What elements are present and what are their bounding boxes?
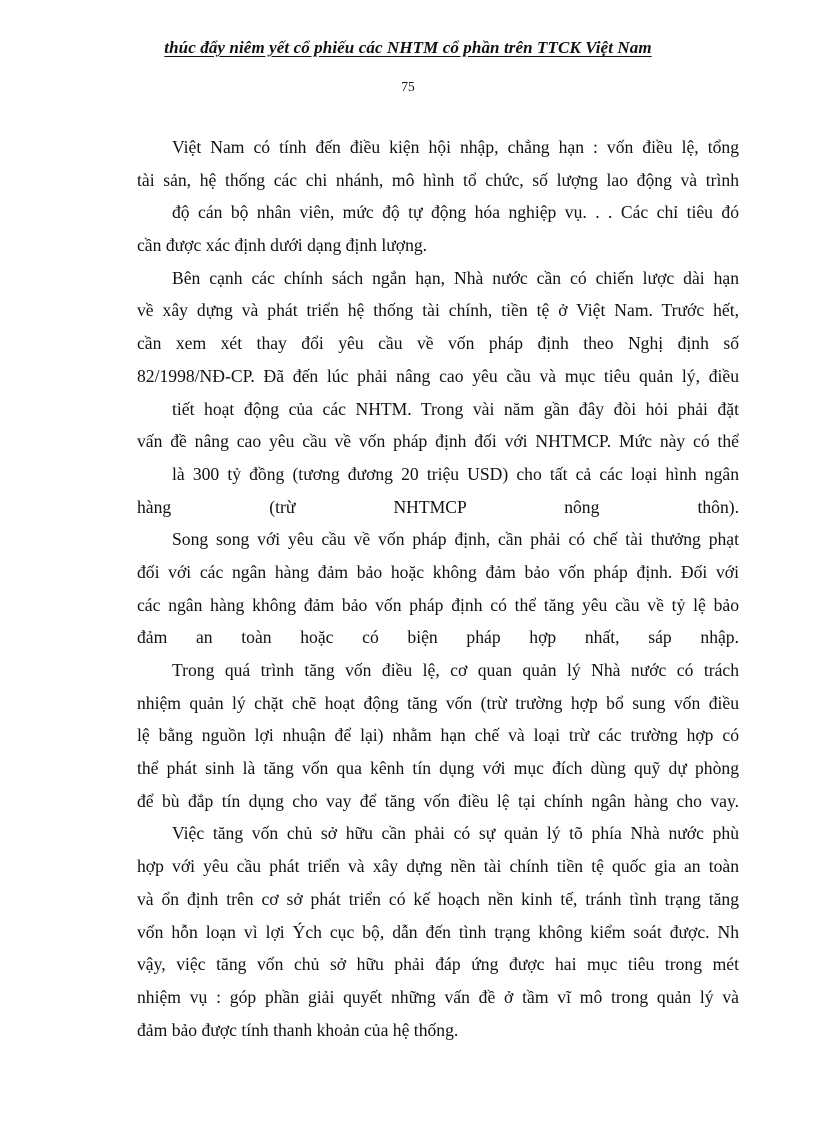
- text-line: Bên cạnh các chính sách ngắn hạn, Nhà nước cần có chiến lược dài hạn: [172, 267, 739, 288]
- text-line: hợp với yêu cầu phát triển và xây dựng nền tài chính tiền tệ quốc gia an toàn: [137, 856, 739, 877]
- text-line: đối với các ngân hàng đảm bảo hoặc không đảm bảo vốn pháp định. Đối với: [137, 561, 739, 582]
- document-body: [137, 131, 739, 1046]
- text-line: tài sản, hệ thống các chi nhánh, mô hình tổ chức, số lượng lao động và trình: [137, 169, 739, 190]
- text-line: lệ bằng nguồn lợi nhuận để lại) nhằm hạn chế và loại trừ các trường hợp có: [137, 725, 739, 746]
- text-line: các ngân hàng không đảm bảo vốn pháp định có thể tăng yêu cầu về tỷ lệ bảo: [137, 594, 739, 615]
- text-line: vậy, việc tăng vốn chủ sở hữu phải đáp ứng được hai mục tiêu trong mét: [137, 954, 739, 975]
- text-line: để bù đắp tín dụng cho vay để tăng vốn điều lệ tại chính ngân hàng cho vay.: [137, 790, 739, 811]
- header-title: thúc đẩy niêm yết cổ phiếu các NHTM cổ phần trên TTCK Việt Nam: [164, 38, 652, 57]
- text-line: đảm bảo được tính thanh khoản của hệ thống.: [137, 1019, 459, 1040]
- page-number: 75: [401, 79, 415, 94]
- text-line: đảm an toàn hoặc có biện pháp hợp nhất, sáp nhập.: [137, 627, 739, 648]
- text-line: và ổn định trên cơ sở phát triển có kế hoạch nền kinh tế, tránh tình trạng tăng: [137, 888, 739, 909]
- text-line: hàng (trừ NHTMCP nông thôn).: [137, 496, 739, 517]
- text-line: nhiệm quản lý chặt chẽ hoạt động tăng vốn (trừ trường hợp bổ sung vốn điều: [137, 692, 739, 713]
- text-line: Trong quá trình tăng vốn điều lệ, cơ quan quản lý Nhà nước có trách: [172, 660, 739, 680]
- text-line: Việt Nam có tính đến điều kiện hội nhập, chẳng hạn : vốn điều lệ, tổng: [172, 137, 739, 157]
- text-line: tiết hoạt động của các NHTM. Trong vài năm gần đây đòi hỏi phải đặt: [172, 398, 739, 419]
- text-line: thể phát sinh là tăng vốn qua kênh tín dụng với mục đích dùng quỹ dự phòng: [137, 758, 739, 779]
- text-line: cần xem xét thay đổi yêu cầu về vốn pháp định theo Nghị định số: [137, 333, 739, 354]
- text-line: độ cán bộ nhân viên, mức độ tự động hóa nghiệp vụ. . . Các chỉ tiêu đó: [172, 202, 739, 223]
- text-line: Việc tăng vốn chủ sở hữu cần phải có sự quản lý tõ phía Nhà nước phù: [172, 823, 739, 844]
- text-line: về xây dựng và phát triển hệ thống tài chính, tiền tệ ở Việt Nam. Trước hết,: [137, 300, 739, 321]
- text-line: Song song với yêu cầu về vốn pháp định, cần phải có chế tài thưởng phạt: [172, 529, 739, 550]
- text-line: 82/1998/NĐ-CP. Đã đến lúc phải nâng cao yêu cầu và mục tiêu quản lý, điều: [137, 365, 739, 386]
- text-line: nhiệm vụ : góp phần giải quyết những vấn đề ở tầm vĩ mô trong quản lý và: [137, 986, 739, 1007]
- page-header: [0, 38, 816, 58]
- text-line: vấn đề nâng cao yêu cầu về vốn pháp định đối với NHTMCP. Mức này có thể: [137, 431, 739, 452]
- text-line: vốn hỗn loạn vì lợi Ých cục bộ, dẫn đến tình trạng không kiểm soát được. Nh: [137, 921, 739, 942]
- text-line: cần được xác định dưới dạng định lượng.: [137, 235, 428, 256]
- text-line: là 300 tỷ đồng (tương đương 20 triệu USD) cho tất cả các loại hình ngân: [172, 463, 739, 484]
